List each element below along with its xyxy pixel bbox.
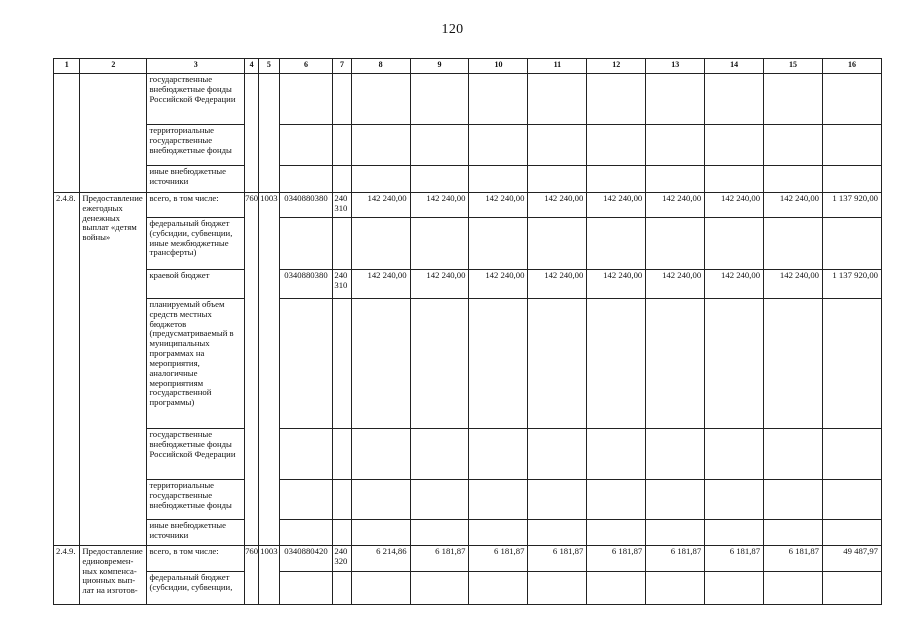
source-label: государственные внебюджетные фонды Российской Федерации [147, 74, 245, 125]
item-number: 2.4.8. [54, 193, 80, 546]
table-row [54, 546, 882, 572]
col-header: 10 [469, 59, 528, 74]
col-header: 15 [764, 59, 823, 74]
code-c6: 0340880380 [279, 270, 333, 299]
col-header: 5 [259, 59, 279, 74]
value-cell: 6 181,87 [705, 546, 764, 572]
col-header: 16 [823, 59, 882, 74]
col-header: 6 [279, 59, 333, 74]
value-cell: 142 240,00 [587, 270, 646, 299]
value-cell: 6 214,86 [351, 546, 410, 572]
value-cell: 6 181,87 [587, 546, 646, 572]
col-header: 7 [333, 59, 351, 74]
code-c6: 0340880380 [279, 193, 333, 218]
value-cell: 142 240,00 [528, 193, 587, 218]
value-cell: 142 240,00 [351, 193, 410, 218]
value-cell: 142 240,00 [705, 270, 764, 299]
code-c7: 240 310 [333, 270, 351, 299]
value-cell: 142 240,00 [705, 193, 764, 218]
value-cell: 142 240,00 [410, 270, 469, 299]
source-label: федеральный бюджет (субсидии, субвенции, [147, 572, 245, 605]
table-row [54, 520, 882, 546]
value-cell: 142 240,00 [646, 193, 705, 218]
source-label: иные внебюджетные источники [147, 166, 245, 193]
cont-num-cell [54, 74, 80, 193]
value-cell: 142 240,00 [764, 270, 823, 299]
col-header: 12 [587, 59, 646, 74]
table-row [54, 429, 882, 480]
code-c5: 1003 [259, 546, 279, 605]
source-label: федеральный бюджет (субсидии, субвенции, иные межбюджетные трансферты) [147, 218, 245, 270]
value-cell: 142 240,00 [469, 193, 528, 218]
item-name: Предоставление ежегодных денежных выплат «детям войны» [80, 193, 147, 546]
total-cell: 49 487,97 [823, 546, 882, 572]
value-cell: 6 181,87 [469, 546, 528, 572]
code-c6: 0340880420 [279, 546, 333, 572]
col-header: 11 [528, 59, 587, 74]
value-cell: 142 240,00 [764, 193, 823, 218]
value-cell: 142 240,00 [646, 270, 705, 299]
budget-table [53, 58, 882, 605]
source-label: территориальные государственные внебюджетные фонды [147, 480, 245, 520]
col-header: 4 [244, 59, 258, 74]
code-c7: 240 320 [333, 546, 351, 572]
col-header: 8 [351, 59, 410, 74]
value-cell: 6 181,87 [764, 546, 823, 572]
value-cell: 6 181,87 [646, 546, 705, 572]
source-label: всего, в том числе: [147, 546, 245, 572]
column-number-row [54, 59, 882, 74]
col-header: 9 [410, 59, 469, 74]
total-cell: 1 137 920,00 [823, 270, 882, 299]
value-cell: 6 181,87 [528, 546, 587, 572]
value-cell: 142 240,00 [587, 193, 646, 218]
table-row [54, 572, 882, 605]
table-row [54, 125, 882, 166]
code-c4: 760 [244, 546, 258, 605]
table-row [54, 270, 882, 299]
code-c5: 1003 [259, 193, 279, 546]
value-cell: 142 240,00 [469, 270, 528, 299]
source-label: планируемый объем средств местных бюджетов (предусматриваемый в муниципальных программах на мероприятия, аналогичные мероприятиям государственной программы) [147, 299, 245, 429]
total-cell: 1 137 920,00 [823, 193, 882, 218]
value-cell: 142 240,00 [351, 270, 410, 299]
item-number: 2.4.9. [54, 546, 80, 605]
code-c4: 760 [244, 193, 258, 546]
item-name: Предоставление единовремен-ных компенса-ционных вып-лат на изготов- [80, 546, 147, 605]
source-label: всего, в том числе: [147, 193, 245, 218]
value-cell: 142 240,00 [528, 270, 587, 299]
value-cell: 142 240,00 [410, 193, 469, 218]
cont-name-cell [80, 74, 147, 193]
code-c7: 240 310 [333, 193, 351, 218]
source-label: иные внебюджетные источники [147, 520, 245, 546]
col-header: 14 [705, 59, 764, 74]
source-label: территориальные государственные внебюджетные фонды [147, 125, 245, 166]
col-header: 2 [80, 59, 147, 74]
page-number: 120 [441, 22, 464, 37]
col-header: 3 [147, 59, 245, 74]
col-header: 13 [646, 59, 705, 74]
table-row [54, 299, 882, 429]
table-row [54, 480, 882, 520]
source-label: государственные внебюджетные фонды Российской Федерации [147, 429, 245, 480]
table-row [54, 218, 882, 270]
col-header: 1 [54, 59, 80, 74]
table-row [54, 193, 882, 218]
source-label: краевой бюджет [147, 270, 245, 299]
value-cell: 6 181,87 [410, 546, 469, 572]
table-row [54, 74, 882, 125]
table-row [54, 166, 882, 193]
